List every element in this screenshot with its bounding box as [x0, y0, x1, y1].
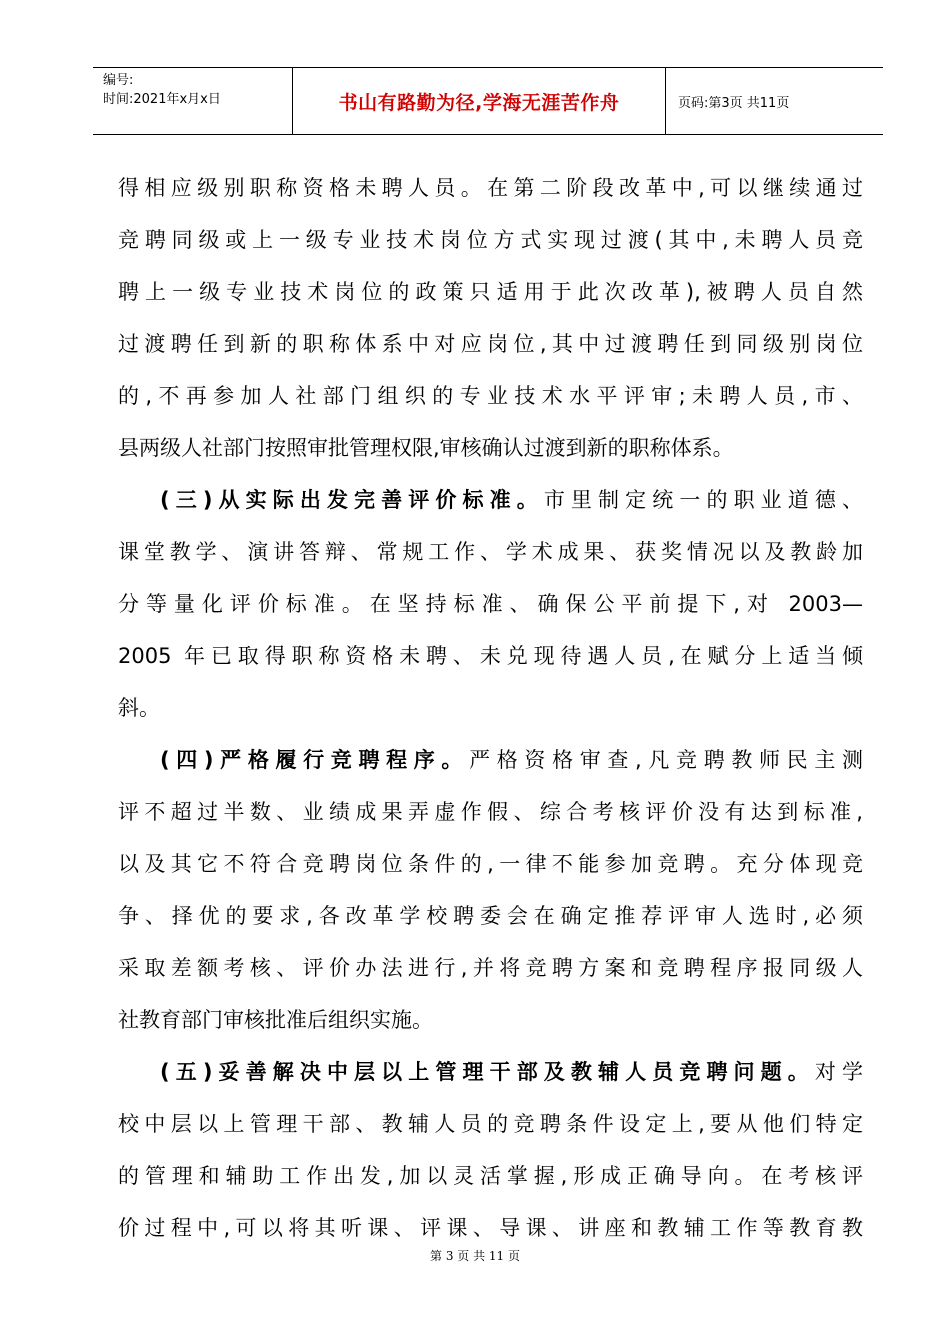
body-line: 价过程中,可以将其听课、评课、导课、讲座和教辅工作等教育教	[118, 1216, 863, 1240]
body-line: 以及其它不符合竞聘岗位条件的,一律不能参加竞聘。充分体现竞	[118, 852, 863, 876]
page-footer	[0, 1247, 950, 1264]
body-line: 2005 年已取得职称资格未聘、未兑现待遇人员,在赋分上适当倾	[118, 644, 863, 668]
header-motto-cell	[293, 68, 666, 134]
body-line: 的管理和辅助工作出发,加以灵活掌握,形成正确导向。在考核评	[118, 1164, 863, 1188]
body-line: 竞聘同级或上一级专业技术岗位方式实现过渡(其中,未聘人员竞	[118, 228, 863, 252]
footer-page-number: 第 3 页 共 11 页	[430, 1249, 520, 1263]
body-text: 对学	[814, 1060, 863, 1084]
header-table	[93, 67, 883, 135]
body-line: 斜。	[118, 696, 160, 720]
section-heading: (五)妥善解决中层以上管理干部及教辅人员竞聘问题。	[160, 1060, 815, 1084]
body-line: 采取差额考核、评价办法进行,并将竞聘方案和竞聘程序报同级人	[118, 956, 863, 980]
body-line: 争、择优的要求,各改革学校聘委会在确定推荐评审人选时,必须	[118, 904, 863, 928]
body-text: 严格资格审查,凡竞聘教师民主测	[469, 748, 863, 772]
serial-number-label: 编号:	[103, 73, 134, 88]
body-line: 分等量化评价标准。在坚持标准、确保公平前提下,对 2003—	[118, 592, 863, 616]
page-info: 页码:第3页 共11页	[678, 95, 790, 111]
section-five-first-line	[118, 1046, 863, 1098]
header-meta-cell	[93, 68, 293, 134]
header-page-cell	[666, 68, 883, 134]
section-heading: (三)从实际出发完善评价标准。	[160, 488, 544, 512]
body-line: 聘上一级专业技术岗位的政策只适用于此次改革),被聘人员自然	[118, 280, 863, 304]
body-line: 过渡聘任到新的职称体系中对应岗位,其中过渡聘任到同级别岗位	[118, 332, 863, 356]
section-four-first-line	[118, 734, 863, 786]
document-body	[118, 162, 863, 1254]
body-line: 校中层以上管理干部、教辅人员的竞聘条件设定上,要从他们特定	[118, 1112, 863, 1136]
motto-text: 书山有路勤为径,学海无涯苦作舟	[338, 91, 620, 114]
body-line: 课堂教学、演讲答辩、常规工作、学术成果、获奖情况以及教龄加	[118, 540, 863, 564]
body-line: 评不超过半数、业绩成果弄虚作假、综合考核评价没有达到标准,	[118, 800, 863, 824]
section-three-first-line	[118, 474, 863, 526]
body-line: 得相应级别职称资格未聘人员。在第二阶段改革中,可以继续通过	[118, 176, 863, 200]
body-line: 的,不再参加人社部门组织的专业技术水平评审;未聘人员,市、	[118, 384, 863, 408]
body-line: 县两级人社部门按照审批管理权限,审核确认过渡到新的职称体系。	[118, 436, 734, 460]
section-heading: (四)严格履行竞聘程序。	[160, 748, 470, 772]
time-label: 时间:2021年x月x日	[103, 92, 221, 107]
body-text: 市里制定统一的职业道德、	[543, 488, 863, 512]
body-line: 社教育部门审核批准后组织实施。	[118, 1008, 433, 1032]
